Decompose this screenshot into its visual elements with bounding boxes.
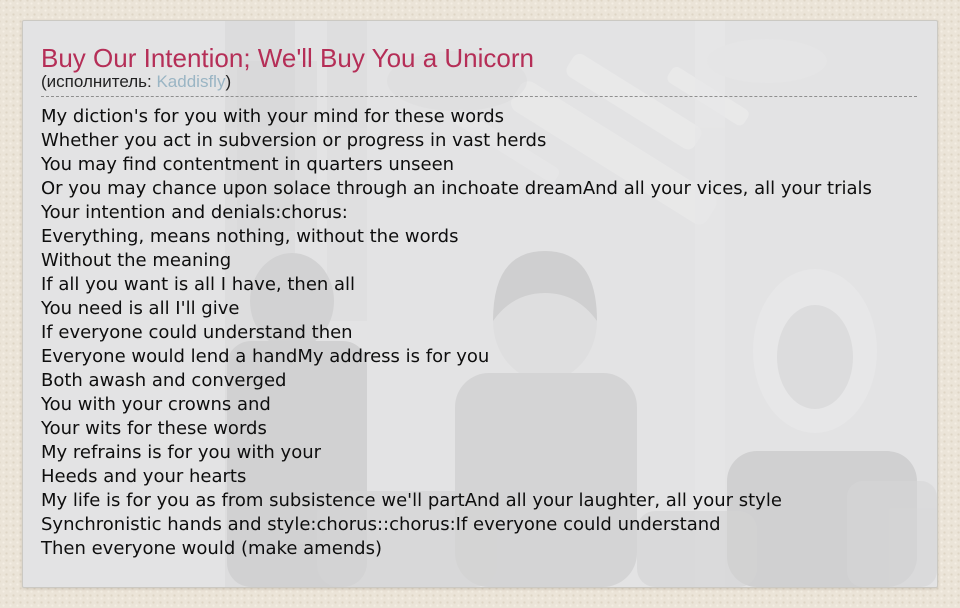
lyrics-line: Your wits for these words xyxy=(41,418,267,439)
lyrics-line: Or you may chance upon solace through an inchoate dreamAnd all your vices, all your trials xyxy=(41,178,872,199)
lyrics-line: You need is all I'll give xyxy=(41,298,240,319)
lyrics-panel xyxy=(22,20,938,588)
artist-suffix: ) xyxy=(225,72,232,91)
artist-label: (исполнитель: xyxy=(41,72,157,91)
lyrics-line: Heeds and your hearts xyxy=(41,466,247,487)
lyrics-line: Whether you act in subversion or progress in vast herds xyxy=(41,130,547,151)
lyrics-line: Your intention and denials:chorus: xyxy=(41,202,348,223)
lyrics-line: You may find contentment in quarters unseen xyxy=(41,154,455,175)
lyrics-line: My life is for you as from subsistence we'll partAnd all your laughter, all your style xyxy=(41,490,782,511)
lyrics-line: Everything, means nothing, without the words xyxy=(41,226,459,247)
song-title: Buy Our Intention; We'll Buy You a Unicorn xyxy=(41,43,534,73)
lyrics-line: Both awash and converged xyxy=(41,370,287,391)
lyrics-line: My diction's for you with your mind for these words xyxy=(41,106,505,127)
lyrics-line: Without the meaning xyxy=(41,250,232,271)
lyrics-line: If everyone could understand then xyxy=(41,322,353,343)
artist-link[interactable]: Kaddisfly xyxy=(156,72,226,91)
lyrics-line: You with your crowns and xyxy=(41,394,271,415)
lyrics-line: Then everyone would (make amends) xyxy=(41,538,383,559)
lyrics-line: Everyone would lend a handMy address is for you xyxy=(41,346,490,367)
lyrics-block xyxy=(41,97,917,561)
lyrics-line: Synchronistic hands and style:chorus::chorus:If everyone could understand xyxy=(41,514,721,535)
artist-line xyxy=(41,73,917,97)
lyrics-line: My refrains is for you with your xyxy=(41,442,322,463)
panel-content xyxy=(23,21,937,561)
lyrics-line: If all you want is all I have, then all xyxy=(41,274,356,295)
